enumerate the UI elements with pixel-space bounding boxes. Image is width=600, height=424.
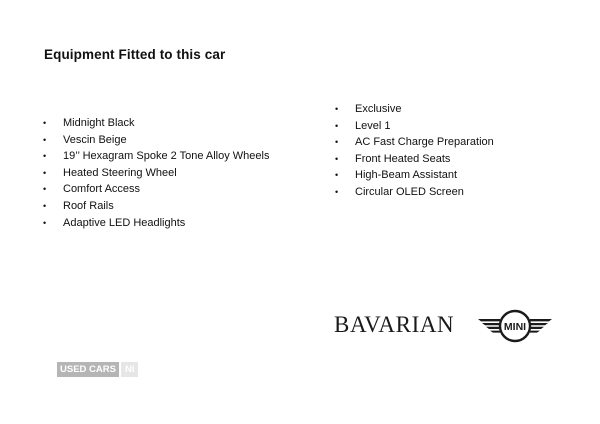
list-item: • AC Fast Charge Preparation (335, 134, 494, 151)
list-item: • Level 1 (335, 118, 494, 135)
list-item: • Front Heated Seats (335, 151, 494, 168)
watermark-text: USED CARS (57, 362, 119, 377)
list-item: • High-Beam Assistant (335, 167, 494, 184)
watermark-suffix: NI (121, 362, 139, 377)
equipment-list-right (335, 101, 494, 201)
list-item: • Adaptive LED Headlights (43, 215, 269, 232)
equipment-list-left (43, 115, 269, 231)
list-item: • Comfort Access (43, 181, 269, 198)
used-cars-watermark (57, 362, 138, 377)
list-item: • Roof Rails (43, 198, 269, 215)
list-item: • Exclusive (335, 101, 494, 118)
list-item: • Vescin Beige (43, 132, 269, 149)
dealer-logo-text: BAVARIAN (334, 312, 455, 337)
mini-logo-icon (478, 309, 552, 343)
list-item: • 19’’ Hexagram Spoke 2 Tone Alloy Wheels (43, 148, 269, 165)
list-item: • Heated Steering Wheel (43, 165, 269, 182)
list-item: • Circular OLED Screen (335, 184, 494, 201)
list-item: • Midnight Black (43, 115, 269, 132)
page-title: Equipment Fitted to this car (44, 47, 226, 62)
mini-logo-text: MINI (503, 320, 527, 333)
